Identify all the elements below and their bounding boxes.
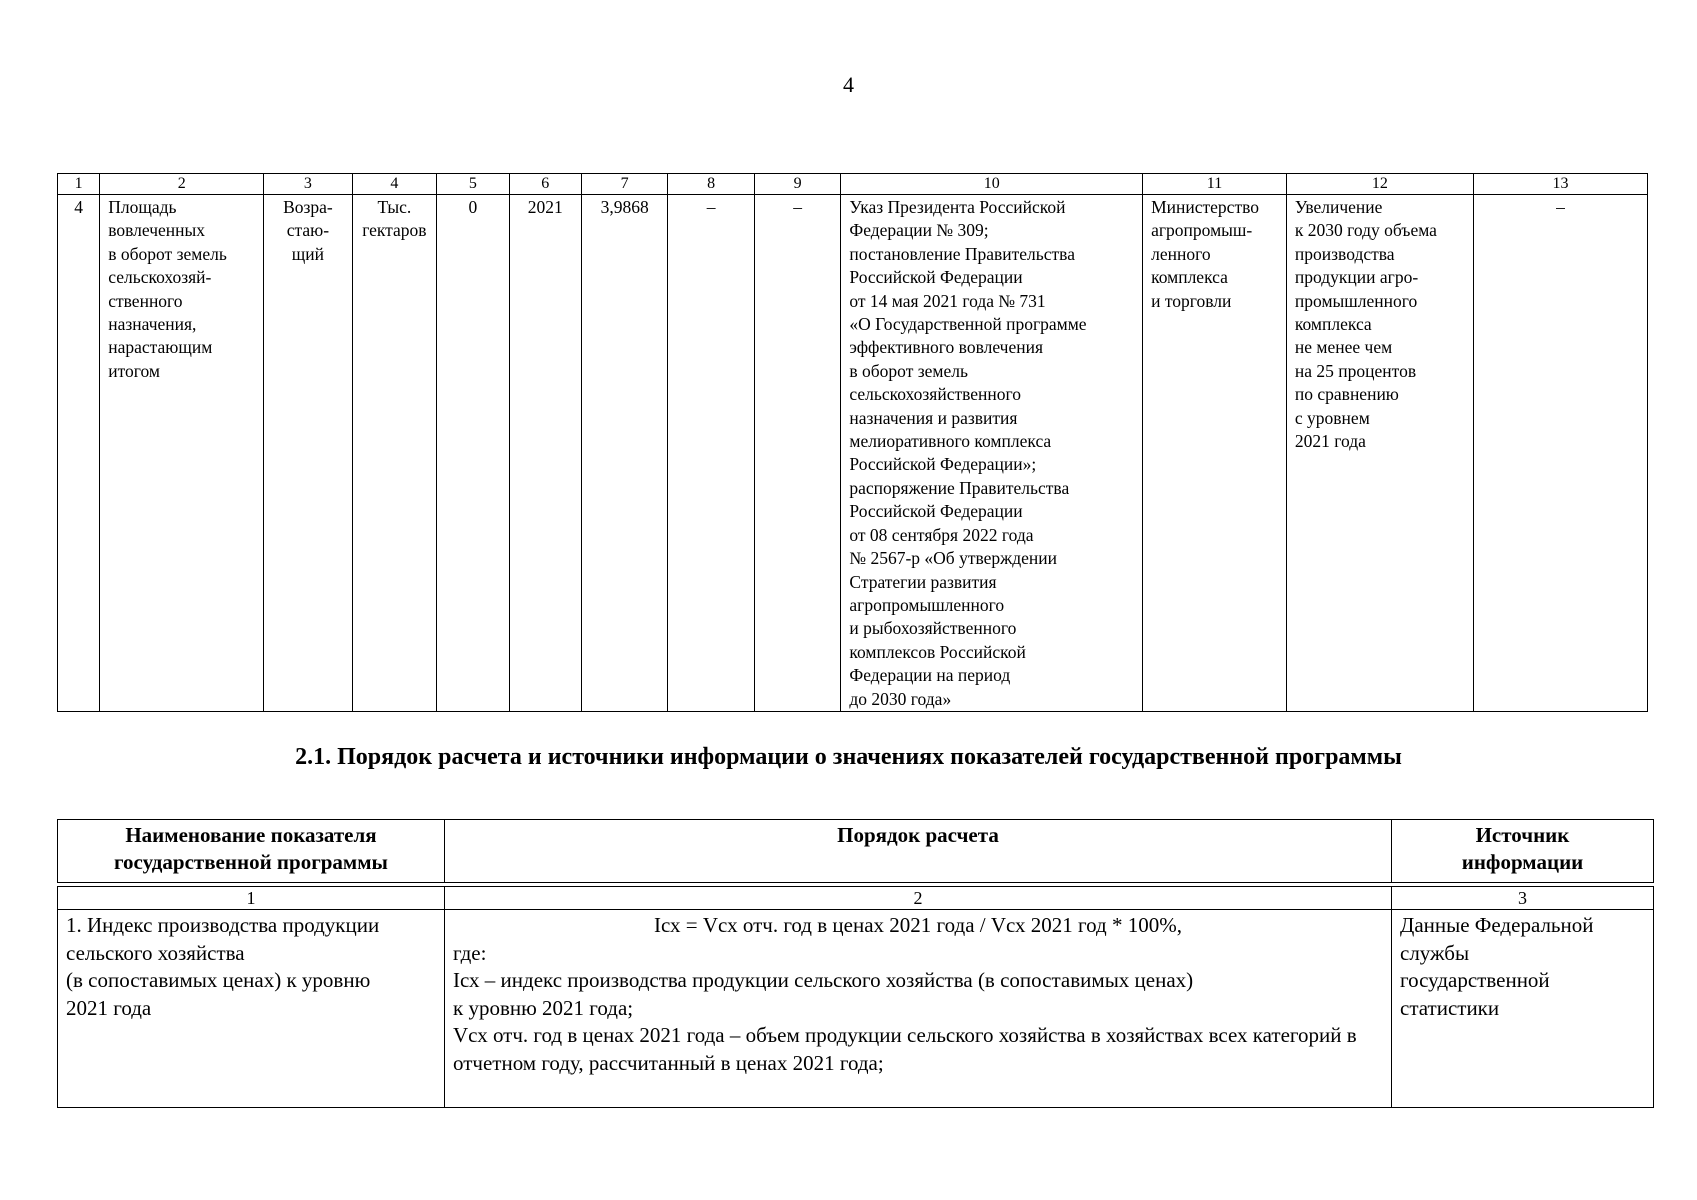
section-title: 2.1. Порядок расчета и источники информации о значениях показателей государственной программы	[295, 744, 1402, 770]
indicator-name: 1. Индекс производства продукции сельского хозяйства (в сопоставимых ценах) к уровню 2021 года	[58, 910, 445, 1108]
column-number: 9	[754, 174, 840, 195]
column-number: 6	[509, 174, 581, 195]
page-number: 4	[843, 72, 854, 97]
table-row	[58, 910, 1654, 1108]
responsible-body: Министерство агропромыш- ленного комплекса и торговли	[1143, 195, 1287, 712]
column-number: 11	[1143, 174, 1287, 195]
header-source: Источник информации	[1392, 820, 1654, 883]
table-row	[58, 195, 1648, 712]
header-calculation: Порядок расчета	[445, 820, 1392, 883]
header-indicator-name: Наименование показателя государственной программы	[58, 820, 445, 883]
column-number: 7	[581, 174, 667, 195]
definition-volume: Vсх отч. год в ценах 2021 года – объем продукции сельского хозяйства в хозяйствах всех категорий в отчетном году, рассчитанный в ценах 2021 года;	[453, 1023, 1357, 1075]
base-year: 2021	[509, 195, 581, 712]
column-number: 3	[264, 174, 353, 195]
column-number-row	[58, 887, 1654, 910]
value-col-9: –	[754, 195, 840, 712]
legal-basis: Указ Президента Российской Федерации № 309; постановление Правительства Российской Федерации от 14 мая 2021 года № 731 «О Государственной программе эффективного вовлечения в оборот земель сельскохозяйственного назначения и развития мелиоративного комплекса Российской Федерации»; распоряжение Правительства Российской Федерации от 08 сентября 2022 года № 2567-р «Об утверждении Стратегии развития агропромышленного и рыбохозяйственного комплексов Российской Федерации на период до 2030 года»	[841, 195, 1143, 712]
column-number: 4	[352, 174, 436, 195]
information-source: Данные Федеральной службы государственной статистики	[1392, 910, 1654, 1108]
base-value: 0	[437, 195, 509, 712]
row-number: 4	[58, 195, 100, 712]
indicator-table	[57, 173, 1648, 712]
column-number: 12	[1286, 174, 1473, 195]
column-number: 2	[445, 887, 1392, 910]
value-col-8: –	[668, 195, 754, 712]
definition-index: Iсх – индекс производства продукции сельского хозяйства (в сопоставимых ценах) к уровню 2021 года;	[453, 968, 1194, 1020]
column-number-row	[58, 174, 1648, 195]
column-number: 1	[58, 887, 445, 910]
national-goal-link: Увеличение к 2030 году объема производства продукции агро- промышленного комплекса не менее чем на 25 процентов по сравнению с уровнем 2021 года	[1286, 195, 1473, 712]
header-row	[58, 820, 1654, 883]
column-number: 1	[58, 174, 100, 195]
column-number: 10	[841, 174, 1143, 195]
trend: Возра- стаю- щий	[264, 195, 353, 712]
column-number: 3	[1392, 887, 1654, 910]
target-value: 3,9868	[581, 195, 667, 712]
indicator-name: Площадь вовлеченных в оборот земель сельскохозяй- ственного назначения, нарастающим итогом	[100, 195, 264, 712]
column-number: 8	[668, 174, 754, 195]
where-label: где:	[453, 940, 487, 965]
value-col-13: –	[1473, 195, 1647, 712]
column-number: 5	[437, 174, 509, 195]
column-number: 13	[1473, 174, 1647, 195]
formula: Iсх = Vсх отч. год в ценах 2021 года / Vсх 2021 год * 100%,	[654, 913, 1182, 937]
unit: Тыс. гектаров	[352, 195, 436, 712]
column-number: 2	[100, 174, 264, 195]
calculation-table	[57, 819, 1654, 1108]
calculation-method	[445, 910, 1392, 1108]
